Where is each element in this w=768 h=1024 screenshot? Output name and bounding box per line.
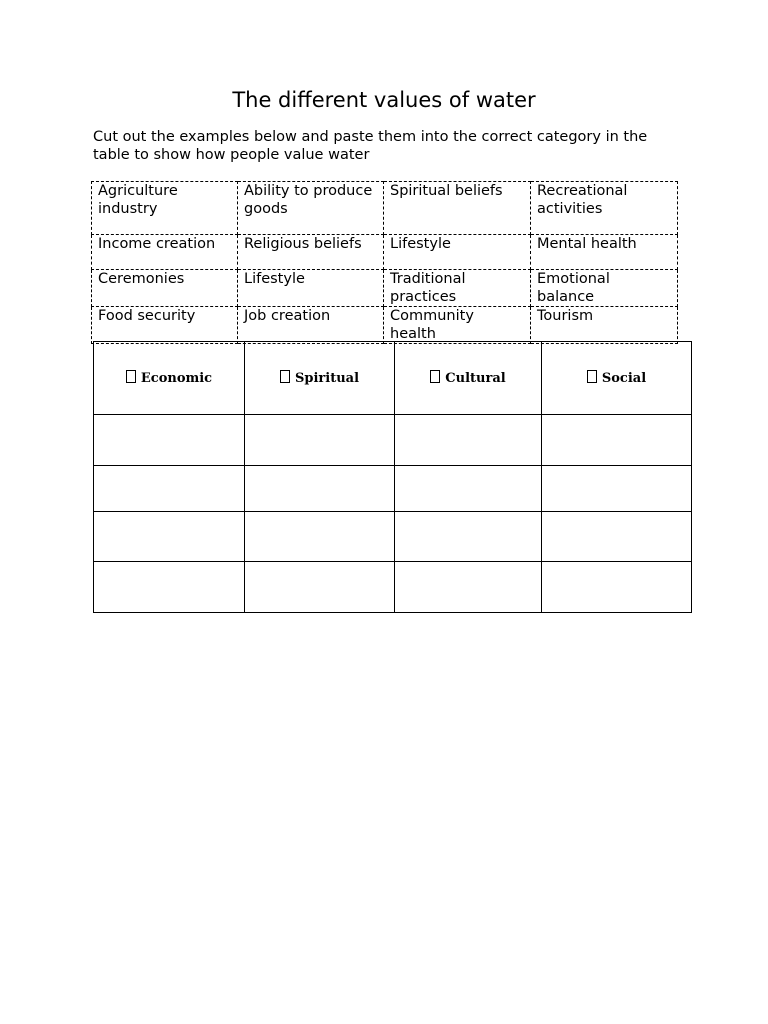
empty-cell: [245, 512, 395, 562]
cutout-cell: Ability to produce goods: [238, 182, 384, 235]
empty-cell: [542, 562, 692, 613]
cutout-row: [92, 270, 678, 307]
empty-cell: [94, 466, 245, 512]
cutout-cell: Emotional balance: [531, 270, 678, 307]
cutout-cell: Tourism: [531, 307, 678, 344]
box-icon: [126, 370, 136, 383]
empty-cell: [245, 415, 395, 466]
category-header-social: [542, 342, 692, 415]
category-header-cultural: [395, 342, 542, 415]
empty-cell: [542, 466, 692, 512]
box-icon: [587, 370, 597, 383]
cutout-row: [92, 182, 678, 235]
empty-cell: [245, 562, 395, 613]
instructions-text: Cut out the examples below and paste them into the correct category in the table to show how people value water: [93, 129, 648, 163]
category-header-row: [94, 342, 692, 415]
cutout-cell: Agriculture industry: [92, 182, 238, 235]
empty-cell: [94, 562, 245, 613]
cutout-cell: Recreational activities: [531, 182, 678, 235]
empty-cell: [542, 415, 692, 466]
table-row: [94, 512, 692, 562]
cutout-cell: Spiritual beliefs: [384, 182, 531, 235]
box-icon: [280, 370, 290, 383]
empty-cell: [245, 466, 395, 512]
cutout-cell: Food security: [92, 307, 238, 344]
empty-cell: [542, 512, 692, 562]
category-header-spiritual: [245, 342, 395, 415]
cutout-examples-table: [91, 181, 678, 344]
category-table: [93, 341, 692, 613]
empty-cell: [395, 562, 542, 613]
cutout-cell: Income creation: [92, 235, 238, 270]
empty-cell: [395, 415, 542, 466]
cutout-cell: Traditional practices: [384, 270, 531, 307]
category-label: Social: [601, 371, 647, 386]
empty-cell: [395, 512, 542, 562]
cutout-cell: Lifestyle: [238, 270, 384, 307]
category-label: Cultural: [445, 371, 506, 386]
category-label: Economic: [140, 371, 213, 386]
cutout-cell: Mental health: [531, 235, 678, 270]
empty-cell: [94, 512, 245, 562]
category-label: Spiritual: [294, 371, 360, 386]
cutout-cell: Community health: [384, 307, 531, 344]
cutout-row: [92, 307, 678, 344]
box-icon: [430, 370, 440, 383]
cutout-row: [92, 235, 678, 270]
cutout-cell: Religious beliefs: [238, 235, 384, 270]
table-row: [94, 466, 692, 512]
cutout-cell: Lifestyle: [384, 235, 531, 270]
page-title: The different values of water: [232, 88, 536, 112]
empty-cell: [395, 466, 542, 512]
cutout-cell: Job creation: [238, 307, 384, 344]
empty-cell: [94, 415, 245, 466]
cutout-cell: Ceremonies: [92, 270, 238, 307]
table-row: [94, 562, 692, 613]
category-header-economic: [94, 342, 245, 415]
table-row: [94, 415, 692, 466]
